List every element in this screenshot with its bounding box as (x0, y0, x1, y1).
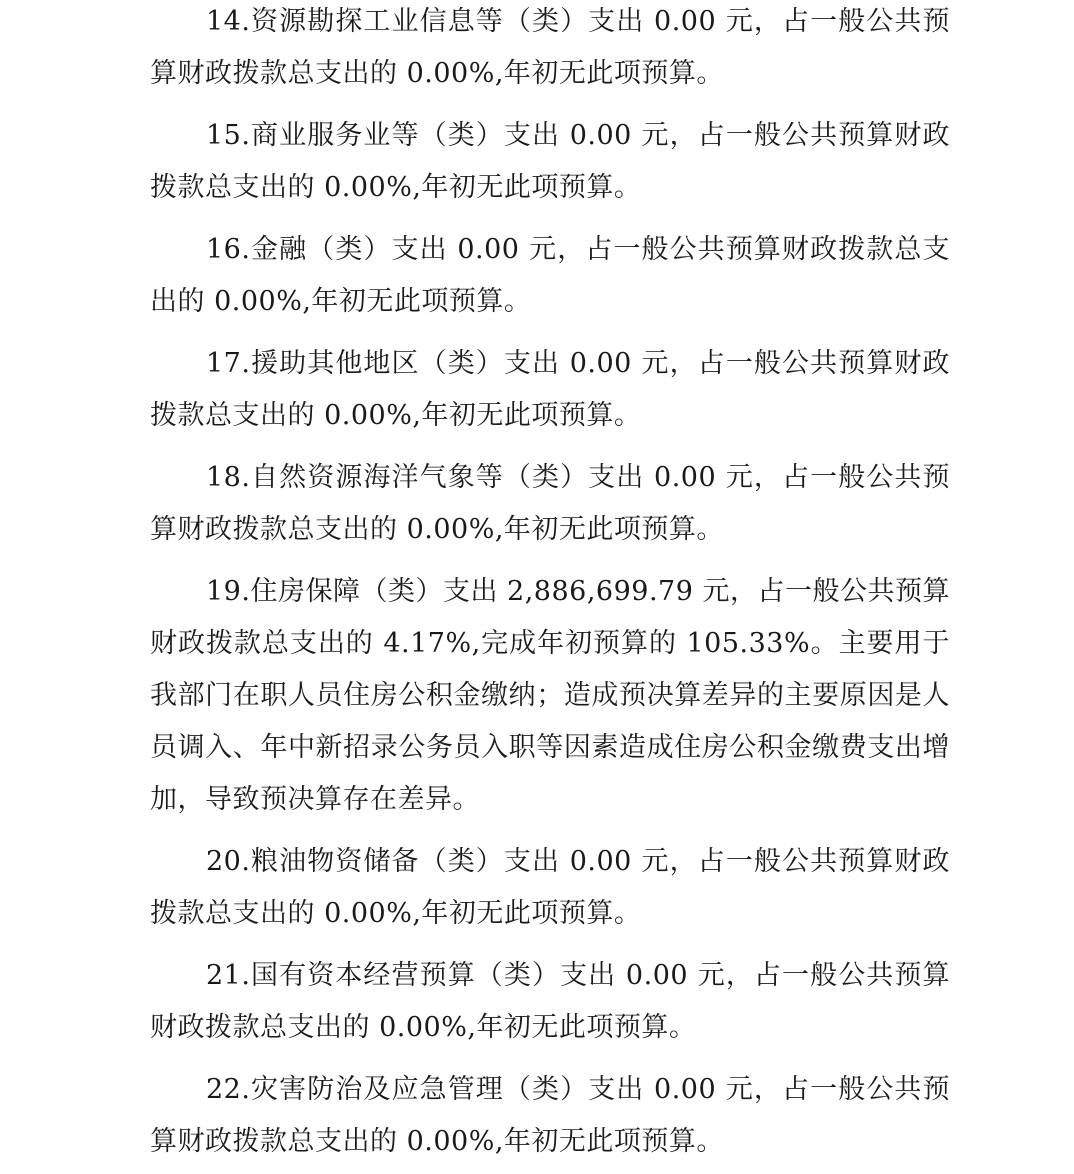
paragraph-item-21: 21.国有资本经营预算（类）支出 0.00 元，占一般公共预算财政拨款总支出的 0.00%,年初无此项预算。 (150, 960, 950, 1043)
paragraph-item-22: 22.灾害防治及应急管理（类）支出 0.00 元，占一般公共预算财政拨款总支出的 0.00%,年初无此项预算。 (150, 1074, 950, 1157)
paragraph-item-16: 16.金融（类）支出 0.00 元，占一般公共预算财政拨款总支出的 0.00%,年初无此项预算。 (150, 234, 950, 317)
paragraph-item-20: 20.粮油物资储备（类）支出 0.00 元，占一般公共预算财政拨款总支出的 0.00%,年初无此项预算。 (150, 846, 950, 929)
document-body (150, 0, 950, 1168)
paragraph-item-14: 14.资源勘探工业信息等（类）支出 0.00 元，占一般公共预算财政拨款总支出的 0.00%,年初无此项预算。 (150, 6, 950, 89)
paragraph-item-19: 19.住房保障（类）支出 2,886,699.79 元，占一般公共预算财政拨款总支出的 4.17%,完成年初预算的 105.33%。主要用于我部门在职人员住房公积金缴纳；造成预决算差异的主要原因是人员调入、年中新招录公务员入职等因素造成住房公积金缴费支出增加，导致预决算存在差异。 (150, 576, 950, 815)
paragraph-item-17: 17.援助其他地区（类）支出 0.00 元，占一般公共预算财政拨款总支出的 0.00%,年初无此项预算。 (150, 348, 950, 431)
paragraph-item-18: 18.自然资源海洋气象等（类）支出 0.00 元，占一般公共预算财政拨款总支出的 0.00%,年初无此项预算。 (150, 462, 950, 545)
paragraph-item-15: 15.商业服务业等（类）支出 0.00 元，占一般公共预算财政拨款总支出的 0.00%,年初无此项预算。 (150, 120, 950, 203)
